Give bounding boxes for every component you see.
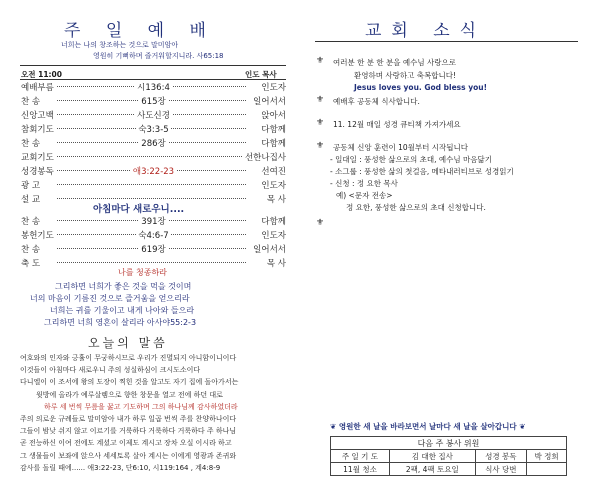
news-line: 예배후 공동체 식사합니다. (333, 97, 420, 106)
text-line: 곧 전능하신 이여 전에도 계셨고 이제도 계시고 장차 오실 이시라 하고 (20, 439, 232, 448)
poem-line: 그리하면 너희 영혼이 살리라 아사야55:2-3 (44, 318, 197, 327)
order-person: 일어서서 (253, 97, 286, 107)
text-line: 윗방에 올라가 예루살렘으로 향한 창문을 열고 전에 하던 대로 (36, 390, 223, 399)
order-item: 애3:22-23 (132, 167, 175, 177)
theme-verse-line2: 영원히 기뻐하며 즐거워할지니라. 사65:18 (93, 52, 224, 60)
table-cell: 식사 당번 (475, 463, 526, 476)
text-line: 그들이 밤낮 쉬지 않고 이르기를 거룩하다 거룩하다 거룩하다 주 하나님 (20, 427, 237, 436)
text-line: 주의 의로운 규례들로 말미암아 내가 하루 일곱 번씩 주를 찬양하나이다 (20, 415, 237, 424)
footer-banner-text: 영원한 새 날을 바라보면서 날마다 새 날을 살아갑니다 (338, 422, 517, 431)
text-line: 하루 세 번씩 무릎을 꿇고 기도하며 그의 하나님께 감사하였더라 (44, 402, 238, 411)
table-cell: 박 정희 (527, 450, 567, 463)
table-cell: 주 일 기 도 (331, 450, 390, 463)
order-person: 다함께 (261, 125, 286, 135)
order-label: 찬 송 (21, 245, 41, 255)
order-label: 찬 송 (21, 139, 41, 149)
order-row (21, 95, 286, 107)
order-person: 목 사 (266, 195, 286, 205)
order-row (21, 81, 286, 93)
praise-title: 나를 청종하라 (118, 268, 167, 277)
ornament-icon: ❦ (330, 422, 339, 431)
news-title: 교회 소식 (365, 21, 487, 41)
order-person: 선여진 (261, 167, 286, 177)
order-row (21, 229, 286, 241)
leader-dots (57, 184, 246, 185)
order-label: 광 고 (21, 181, 41, 191)
order-person: 선한나집사 (244, 153, 286, 163)
divider (20, 65, 286, 66)
text-line: 그 생물들이 보좌에 앉으사 세세토록 살아 계시는 이에게 영광과 존귀와 (20, 451, 237, 460)
today-word-text (20, 352, 238, 474)
service-time: 오전 11:00 (21, 70, 62, 79)
order-row (21, 215, 286, 227)
news-line: 환영하며 사랑하고 축복합니다! (354, 71, 456, 80)
order-item: 391장 (141, 217, 166, 227)
order-item: 시136:4 (137, 83, 170, 93)
order-label: 설 교 (21, 195, 41, 205)
order-label: 참회기도 (21, 125, 54, 135)
order-person: 목 사 (266, 259, 286, 269)
order-person: 다함께 (261, 217, 286, 227)
order-row (21, 137, 286, 149)
order-label: 봉헌기도 (21, 231, 54, 241)
order-item: 619장 (141, 245, 166, 255)
text-line: 다니엘이 이 조서에 왕의 도장이 찍힌 것을 알고도 자기 집에 돌아가서는 (20, 378, 239, 387)
leader-dots (57, 262, 246, 263)
order-row (21, 179, 286, 191)
leader-dots (57, 156, 246, 157)
order-label: 예배부름 (21, 83, 54, 93)
poem-line: 그리하면 너희가 좋은 것을 먹을 것이며 (55, 282, 192, 291)
news-line: 정 요한, 풍성한 삶으로의 초대 신청합니다. (346, 203, 486, 212)
order-label: 신앙고백 (21, 111, 54, 121)
order-item: 사도신경 (137, 111, 170, 121)
order-row (21, 165, 286, 177)
text-line: 여호와의 인자와 긍휼이 무궁하시므로 우리가 진멸되지 아니함이니이다 (20, 354, 237, 362)
sermon-title: 아침마다 새로우니.... (93, 204, 185, 215)
order-label: 교회기도 (21, 153, 54, 163)
fleur-icon: ⚜ (316, 118, 325, 128)
footer-banner (330, 421, 525, 432)
poem-line: 너희는 귀를 기울이고 내게 나아와 들으라 (50, 306, 195, 315)
text-line: 감사를 돌릴 때에...... 애3:22-23, 단6:10, 시119:164 , 계4:8-9 (20, 463, 221, 472)
news-line: - 신청 : 정 요한 목사 (330, 179, 398, 188)
worship-title: 주 일 예 배 (64, 21, 216, 41)
order-person: 다함께 (261, 139, 286, 149)
news-line: Jesus loves you. God bless you! (354, 83, 488, 92)
news-line: - 일대일 : 풍성한 삶으로의 초대, 예수님 마음닮기 (330, 155, 492, 164)
table-cell: 2팩, 4팩 토요일 (390, 463, 476, 476)
order-row (21, 151, 286, 163)
order-label: 성경봉독 (21, 167, 54, 177)
order-item: 286장 (141, 139, 166, 149)
fleur-icon: ⚜ (316, 56, 325, 66)
order-label: 찬 송 (21, 97, 41, 107)
order-item: 숙4:6-7 (138, 231, 169, 241)
table-cell (527, 463, 567, 476)
fleur-icon: ⚜ (316, 218, 325, 228)
theme-verse-line1: 너희는 나의 창조하는 것으로 말미암아 (61, 41, 179, 49)
news-line: 공동체 신앙 훈련이 10월부터 시작됩니다 (333, 143, 468, 152)
table-row (331, 463, 567, 476)
leader-header: 인도 목사 (245, 70, 277, 79)
table-row (331, 450, 567, 463)
table-cell: 11월 청소 (331, 463, 390, 476)
news-line: - 소그룹 : 풍성한 삶의 첫걸음, 메타내러티브로 성경읽기 (330, 167, 514, 176)
poem-line: 너의 마음이 기름진 것으로 즐거움을 얻으리라 (30, 294, 190, 303)
fleur-icon: ⚜ (316, 95, 325, 105)
news-line: 11. 12월 매일 성경 큐티책 가져가세요 (333, 120, 461, 129)
order-label: 축 도 (21, 259, 41, 269)
fleur-icon: ⚜ (316, 141, 325, 151)
duty-title: 다음 주 봉사 위원 (331, 437, 567, 450)
order-person: 앉아서 (261, 111, 286, 121)
today-word-title: 오늘의 말씀 (88, 336, 168, 350)
divider (20, 79, 286, 80)
order-label: 찬 송 (21, 217, 41, 227)
order-row (21, 243, 286, 255)
order-row (21, 123, 286, 135)
table-cell: 성경 봉독 (475, 450, 526, 463)
order-item: 615장 (141, 97, 166, 107)
order-person: 일어서서 (253, 245, 286, 255)
news-line: 여러분 한 분 한 분을 예수님 사랑으로 (333, 58, 456, 67)
ornament-icon: ❦ (516, 422, 526, 431)
text-line: 이것들이 아침마다 새로우니 주의 성실하심이 크시도소이다 (20, 366, 201, 375)
order-row (21, 109, 286, 121)
leader-dots (57, 198, 246, 199)
divider (315, 41, 578, 42)
order-person: 인도자 (261, 83, 286, 93)
duty-table (330, 436, 567, 476)
order-item: 숙3:3-5 (138, 125, 169, 135)
order-person: 인도자 (261, 231, 286, 241)
order-person: 인도자 (261, 181, 286, 191)
news-line: 예) <문자 전송> (336, 191, 393, 200)
table-cell: 김 대한 집사 (390, 450, 476, 463)
